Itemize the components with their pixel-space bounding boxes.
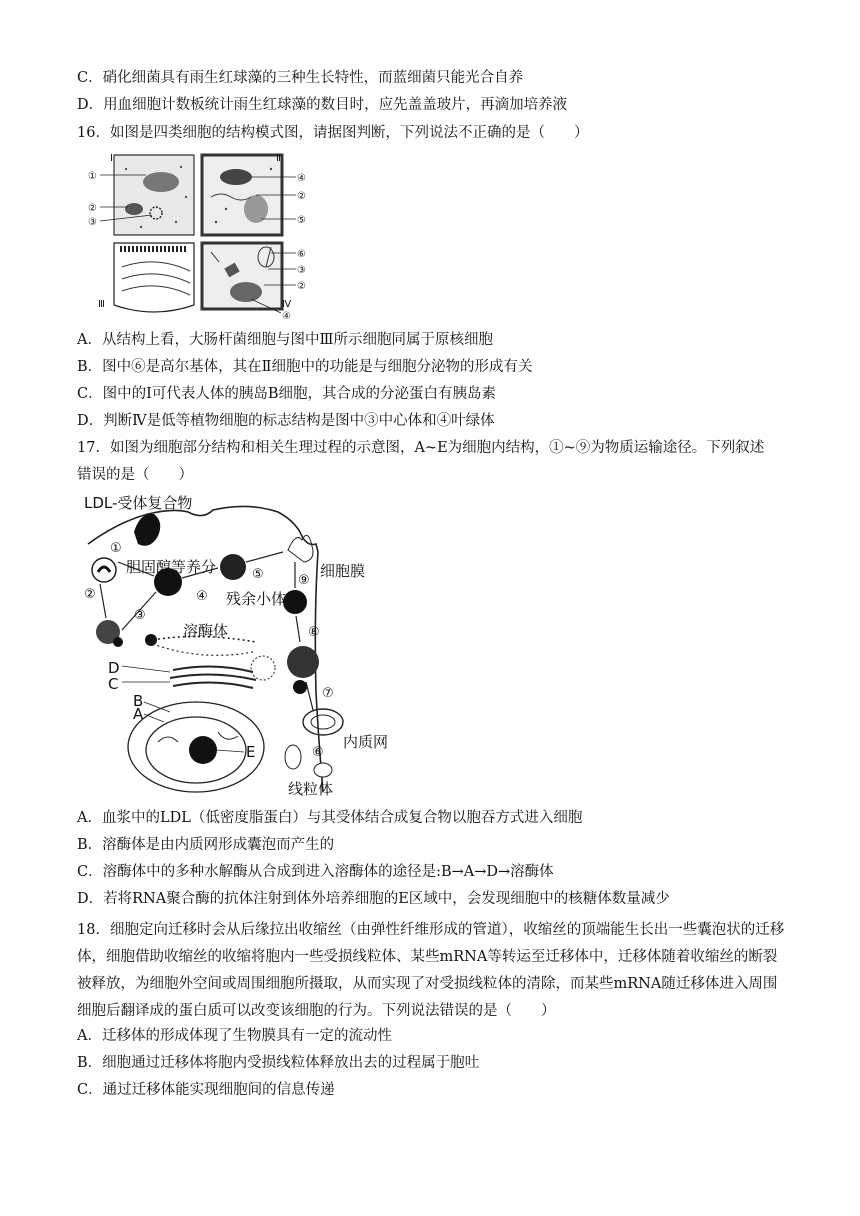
letter-c: C [108, 675, 119, 693]
num-6: ⑥ [312, 745, 324, 760]
letter-a: A [133, 705, 144, 723]
q17-option-b: B．溶酶体是由内质网形成囊泡而产生的 [77, 837, 335, 853]
marker-4b: ④ [282, 311, 291, 322]
q17-stem-1: 17．如图为细胞部分结构和相关生理过程的示意图，A~E为细胞内结构，①~⑨为物质运输途径。下列叙述 [77, 440, 765, 456]
num-9: ⑨ [298, 573, 310, 588]
cholesterol-label: 胆固醇等养分 [126, 558, 217, 576]
marker-3b: ③ [297, 265, 306, 276]
marker-2b: ② [297, 191, 306, 202]
cell-quadrant-1 [114, 155, 194, 235]
q18-option-a: A．迁移体的形成体现了生物膜具有一定的流动性 [77, 1028, 392, 1044]
num-2: ② [84, 587, 96, 602]
marker-5: ⑤ [297, 215, 306, 226]
q16-cell-diagram [86, 147, 326, 322]
q18-option-c: C．通过迁移体能实现细胞间的信息传递 [77, 1082, 335, 1098]
num-3: ③ [134, 608, 146, 623]
letter-d: D [108, 659, 120, 677]
q17-cell-process-diagram [78, 492, 408, 804]
q15-option-c: C．硝化细菌具有雨生红球藻的三种生长特性，而蓝细菌只能光合自养 [77, 70, 524, 86]
quadrant-label-2: Ⅱ [276, 153, 281, 164]
quadrant-label-4: Ⅳ [282, 299, 292, 310]
marker-2: ② [88, 203, 97, 214]
num-5: ⑤ [252, 567, 264, 582]
num-7: ⑦ [322, 686, 334, 701]
q17-stem-2: 错误的是（ ） [77, 467, 193, 483]
cell-quadrant-4 [202, 243, 282, 309]
letter-e: E [246, 743, 256, 761]
num-4: ④ [196, 589, 208, 604]
cell-quadrant-3 [114, 243, 194, 312]
quadrant-label-3: Ⅲ [98, 299, 105, 310]
q18-stem: 18．细胞定向迁移时会从后缘拉出收缩丝（由弹性纤维形成的管道），收缩丝的顶端能生长出一些囊泡状的迁移体，细胞借助收缩丝的收缩将胞内一些受损线粒体、某些mRNA等转运至迁移体中，迁移体随着收缩丝的断裂被释放，为细胞外空间或周围细胞所摄取，从而实现了对受损线粒体的清除，而某些mRNA随迁移体进入周围细胞后翻译成的蛋白质可以改变该细胞的行为。下列说法错误的是（ ） [77, 922, 785, 1019]
q16-option-d: D．判断Ⅳ是低等植物细胞的标志结构是图中③中心体和④叶绿体 [77, 413, 495, 429]
nucleolus [189, 736, 217, 764]
q17-option-c: C．溶酶体中的多种水解酶从合成到进入溶酶体的途径是:B→A→D→溶酶体 [77, 864, 554, 880]
marker-2c: ② [297, 281, 306, 292]
q15-option-d: D．用血细胞计数板统计雨生红球藻的数目时，应先盖盖玻片，再滴加培养液 [77, 97, 568, 113]
marker-6: ⑥ [297, 249, 306, 260]
lysosome-label: 溶酶体 [183, 622, 229, 640]
q16-option-c: C．图中的Ⅰ可代表人体的胰岛B细胞，其合成的分泌蛋白有胰岛素 [77, 386, 496, 402]
residual-body-label: 残余小体 [226, 590, 287, 608]
q16-option-b: B．图中⑥是高尔基体，其在Ⅱ细胞中的功能是与细胞分泌物的形成有关 [77, 359, 533, 375]
membrane-label: 细胞膜 [320, 562, 366, 580]
mito-label: 线粒体 [288, 780, 334, 798]
num-8: ⑧ [308, 625, 320, 640]
q17-option-d: D．若将RNA聚合酶的抗体注射到体外培养细胞的E区域中，会发现细胞中的核糖体数量减少 [77, 891, 670, 907]
marker-4: ④ [297, 173, 306, 184]
q18-option-b: B．细胞通过迁移体将胞内受损线粒体释放出去的过程属于胞吐 [77, 1055, 480, 1071]
er-label: 内质网 [343, 733, 389, 751]
marker-3: ③ [88, 217, 97, 228]
marker-1: ① [88, 171, 97, 182]
q16-option-a: A．从结构上看，大肠杆菌细胞与图中Ⅲ所示细胞同属于原核细胞 [77, 332, 493, 348]
q16-stem: 16．如图是四类细胞的结构模式图，请据图判断，下列说法不正确的是（ ） [77, 125, 589, 141]
quadrant-label-1: Ⅰ [110, 153, 113, 164]
q17-option-a: A．血浆中的LDL（低密度脂蛋白）与其受体结合成复合物以胞吞方式进入细胞 [77, 810, 583, 826]
ldl-complex-label: LDL-受体复合物 [84, 494, 193, 512]
letter-b: B [133, 692, 144, 710]
residual-body [220, 554, 246, 580]
num-1: ① [110, 541, 122, 556]
